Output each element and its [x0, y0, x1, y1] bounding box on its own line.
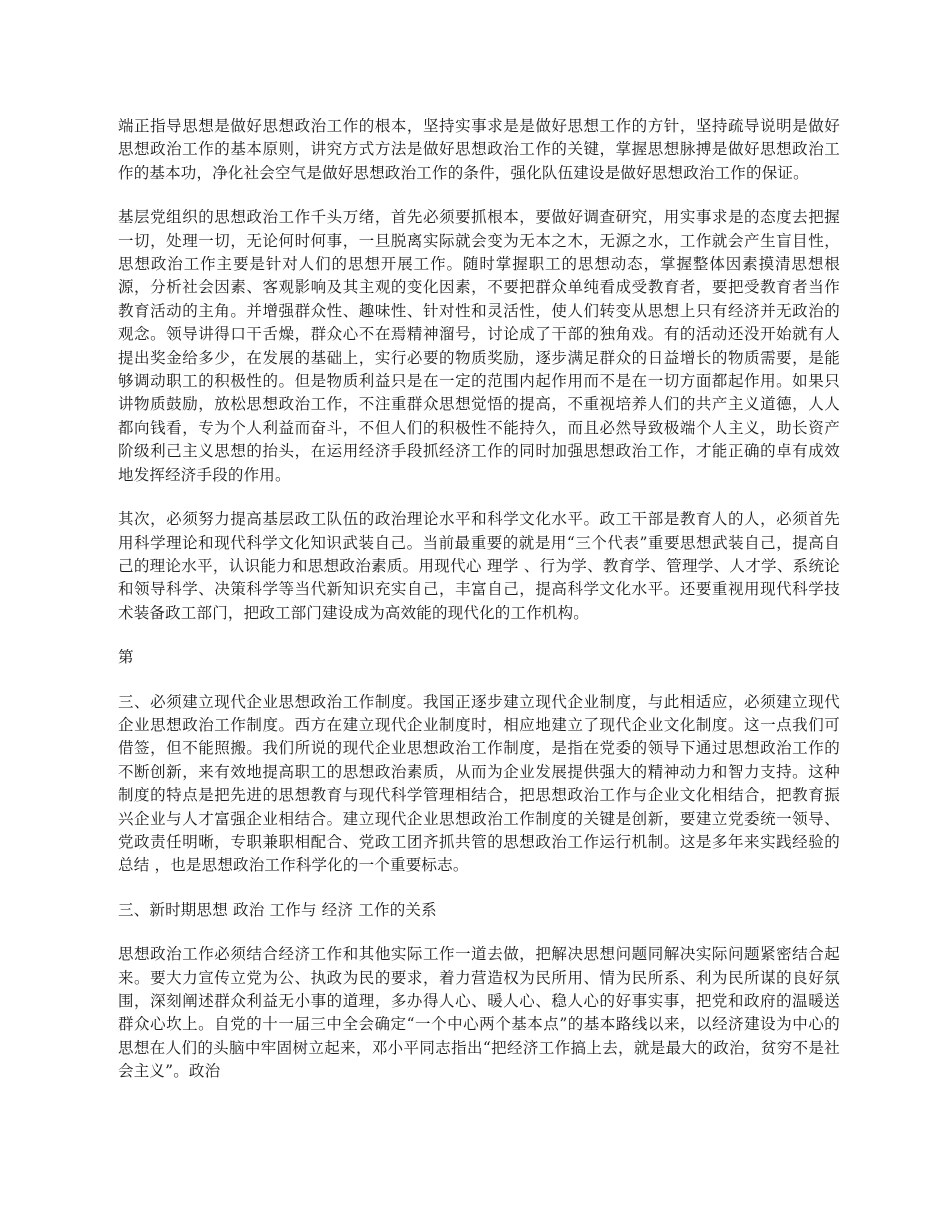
- paragraph-grassroots-work: 基层党组织的思想政治工作千头万绪，首先必须要抓根本，要做好调查研究，用实事求是的态度去把握一切，处理一切，无论何时何事，一旦脱离实际就会变为无本之木，无源之水，工作就会产生盲目性，思想政治工作主要是针对人们的思想开展工作。随时掌握职工的思想动态，掌握整体因素摸清思想根源，分析社会因素、客观影响及其主观的变化因素，不要把群众单纯看成受教育者，要把受教育者当作教育活动的主角。并增强群众性、趣味性、针对性和灵活性，使人们转变从思想上只有经济并无政治的观念。领导讲得口干舌燥，群众心不在焉精神溜号，讨论成了干部的独角戏。有的活动还没开始就有人提出奖金给多少，在发展的基础上，实行必要的物质奖励，逐步满足群众的日益增长的物质需要，是能够调动职工的积极性的。但是物质利益只是在一定的范围内起作用而不是在一切方面都起作用。如果只讲物质鼓励，放松思想政治工作，不注重群众思想觉悟的提高，不重视培养人们的共产主义道德，人人都向钱看，专为个人利益而奋斗，不但人们的积极性不能持久，而且必然导致极端个人主义，助长资产阶级利己主义思想的抬头，在运用经济手段抓经济工作的同时加强思想政治工作，才能正确的卓有成效地发挥经济手段的作用。: [118, 208, 840, 484]
- section-heading: 三、新时期思想 政治 工作与 经济 工作的关系: [118, 900, 437, 919]
- paragraph-fragment: 第: [118, 648, 134, 667]
- paragraph-modern-enterprise-system: 三、必须建立现代企业思想政治工作制度。我国正逐步建立现代企业制度，与此相适应，必须建立现代企业思想政治工作制度。西方在建立现代企业制度时，相应地建立了现代企业文化制度。这一点我们可借签，但不能照搬。我们所说的现代企业思想政治工作制度，是指在党委的领导下通过思想政治工作的不断创新，来有效地提高职工的思想政治素质，从而为企业发展提供强大的精神动力和智力支持。这种制度的特点是把先进的思想教育与现代科学管理相结合，把思想政治工作与企业文化相结合，把教育振兴企业与人才富强企业相结合。建立现代企业思想政治工作制度的关键是创新，要建立党委统一领导、党政责任明晰，专职兼职相配合、党政工团齐抓共管的思想政治工作运行机制。这是多年来实践经验的 总结 ，也是思想政治工作科学化的一个重要标志。: [118, 692, 840, 875]
- document-body: [118, 115, 840, 1105]
- paragraph-economic-work: 思想政治工作必须结合经济工作和其他实际工作一道去做，把解决思想问题同解决实际问题紧密结合起来。要大力宣传立党为公、执政为民的要求，着力营造权为民所用、情为民所系、利为民所谋的良好氛围，深刻阐述群众利益无小事的道理，多办得人心、暖人心、稳人心的好事实事，把党和政府的温暖送群众心坎上。自党的十一届三中全会确定“一个中心两个基本点”的基本路线以来，以经济建设为中心的思想在人们的头脑中牢固树立起来，邓小平同志指出“把经济工作搞上去，就是最大的政治，贫穷不是社会主义”。政治: [118, 945, 840, 1081]
- paragraph-cadre-quality: 其次，必须努力提高基层政工队伍的政治理论水平和科学文化水平。政工干部是教育人的人，必须首先用科学理论和现代科学文化知识武装自己。当前最重要的就是用“三个代表”重要思想武装自己，提高自己的理论水平，认识能力和思想政治素质。用现代心 理学 、行为学、教育学、管理学、人才学、系统论和领导科学、决策科学等当代新知识充实自己，丰富自己，提高科学文化水平。还要重视用现代科学技术装备政工部门，把政工部门建设成为高效能的现代化的工作机构。: [118, 510, 840, 622]
- paragraph-guiding-principles: 端正指导思想是做好思想政治工作的根本，坚持实事求是是做好思想工作的方针，坚持疏导说明是做好思想政治工作的基本原则，讲究方式方法是做好思想政治工作的关键，掌握思想脉搏是做好思想政治工作的基本功，净化社会空气是做好思想政治工作的条件，强化队伍建设是做好思想政治工作的保证。: [118, 117, 840, 182]
